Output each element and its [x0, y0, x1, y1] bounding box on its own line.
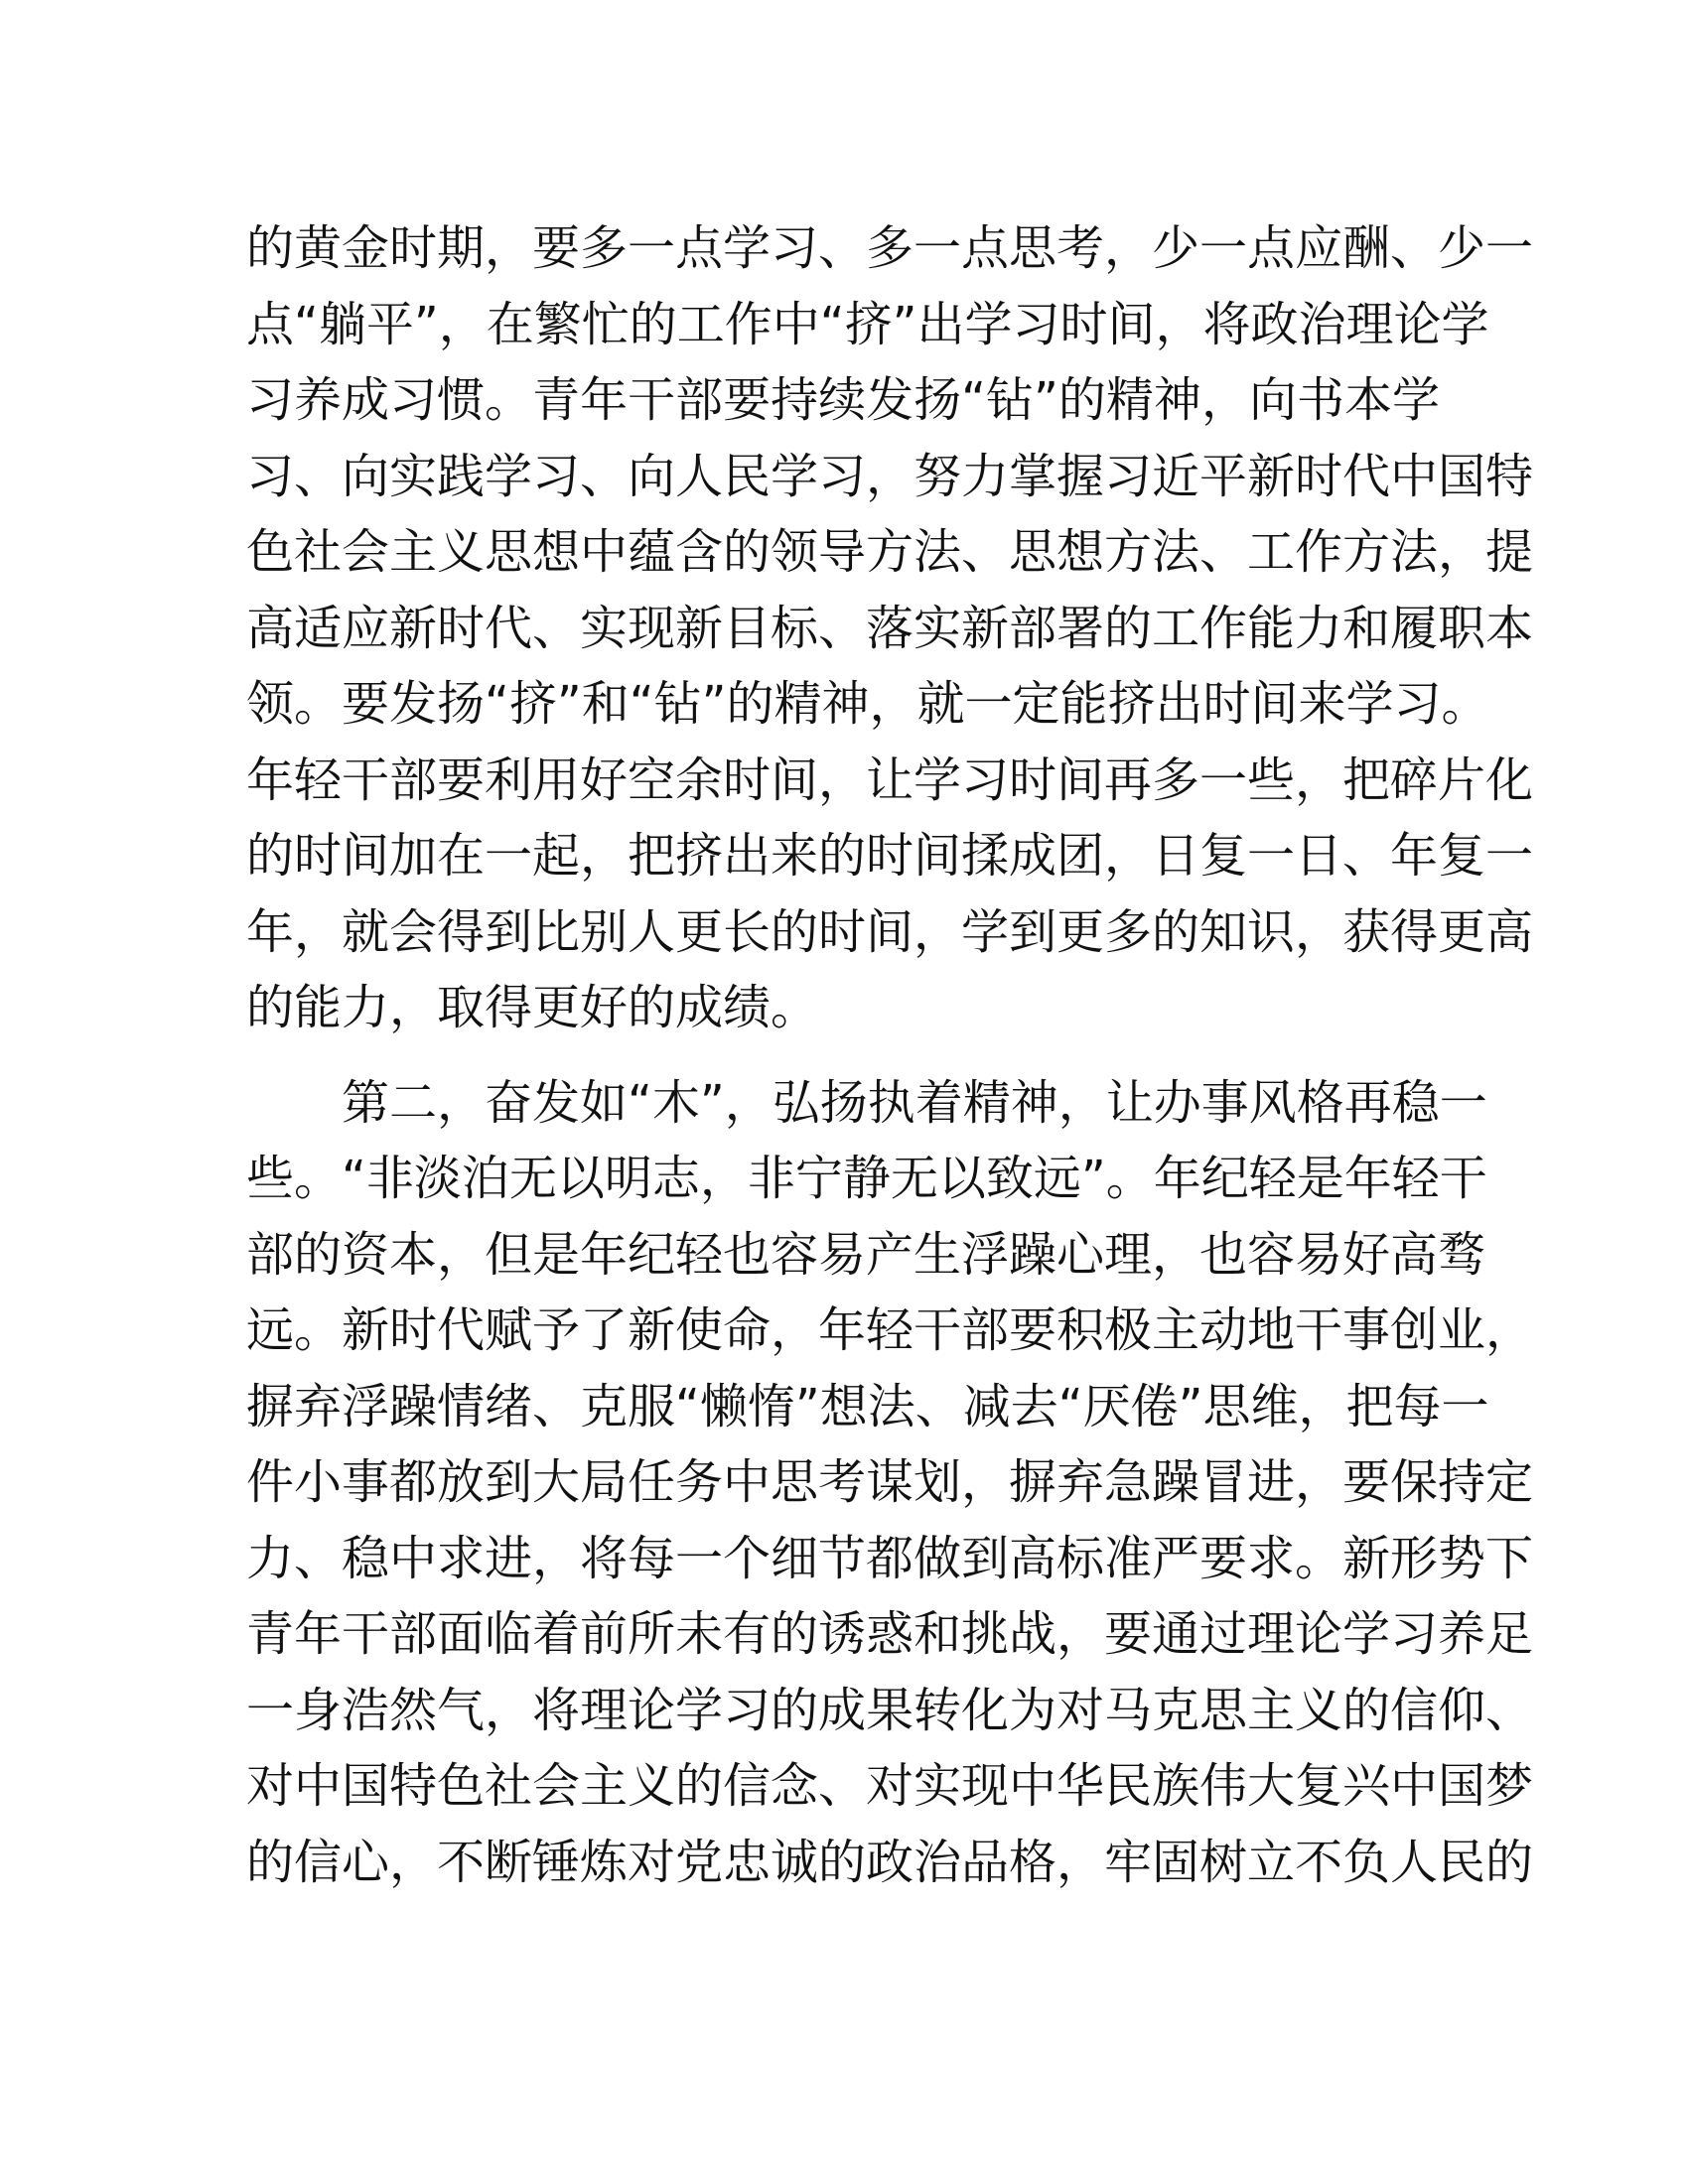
body-text	[246, 210, 1534, 1900]
paragraph-line: 远。新时代赋予了新使命，年轻干部要积极主动地干事创业，	[246, 1302, 1534, 1358]
paragraph-line: 第二，奋发如“木”，弘扬执着精神，让办事风格再稳一	[342, 1074, 1487, 1131]
paragraph-line: 力、稳中求进，将每一个细节都做到高标准严要求。新形势下	[246, 1530, 1534, 1586]
paragraph-line: 色社会主义思想中蕴含的领导方法、思想方法、工作方法，提	[246, 524, 1534, 580]
paragraph-line: 摒弃浮躁情绪、克服“懒惰”想法、减去“厌倦”思维，把每一	[246, 1378, 1489, 1434]
paragraph-line: 的能力，取得更好的成绩。	[246, 980, 819, 1035]
paragraph-line: 一身浩然气，将理论学习的成果转化为对马克思主义的信仰、	[246, 1682, 1534, 1738]
paragraph-line: 对中国特色社会主义的信念、对实现中华民族伟大复兴中国梦	[246, 1758, 1534, 1814]
paragraph-2	[246, 1065, 1534, 1901]
paragraph-line: 习养成习惯。青年干部要持续发扬“钻”的精神，向书本学	[246, 372, 1440, 428]
paragraph-line: 的黄金时期，要多一点学习、多一点思考，少一点应酬、少一	[246, 220, 1534, 276]
paragraph-line: 高适应新时代、实现新目标、落实新部署的工作能力和履职本	[246, 600, 1534, 656]
paragraph-line: 点“躺平”，在繁忙的工作中“挤”出学习时间，将政治理论学	[246, 296, 1489, 352]
paragraph-line: 年轻干部要利用好空余时间，让学习时间再多一些，把碎片化	[246, 751, 1534, 808]
paragraph-line: 的信心，不断锤炼对党忠诚的政治品格，牢固树立不负人民的	[246, 1834, 1534, 1890]
paragraph-line: 习、向实践学习、向人民学习，努力掌握习近平新时代中国特	[246, 448, 1534, 504]
paragraph-line: 部的资本，但是年纪轻也容易产生浮躁心理，也容易好高骛	[246, 1226, 1486, 1283]
paragraph-line: 的时间加在一起，把挤出来的时间揉成团，日复一日、年复一	[246, 828, 1534, 884]
paragraph-line: 件小事都放到大局任务中思考谋划，摒弃急躁冒进，要保持定	[246, 1454, 1534, 1510]
paragraph-line: 些。“非淡泊无以明志，非宁静无以致远”。年纪轻是年轻干	[246, 1151, 1487, 1206]
paragraph-1	[246, 210, 1534, 1046]
paragraph-line: 领。要发扬“挤”和“钻”的精神，就一定能挤出时间来学习。	[246, 676, 1489, 732]
paragraph-line: 青年干部面临着前所未有的诱惑和挑战，要通过理论学习养足	[246, 1606, 1534, 1662]
paragraph-line: 年，就会得到比别人更长的时间，学到更多的知识，获得更高	[246, 903, 1534, 960]
paragraph-gap	[246, 1046, 1440, 1065]
